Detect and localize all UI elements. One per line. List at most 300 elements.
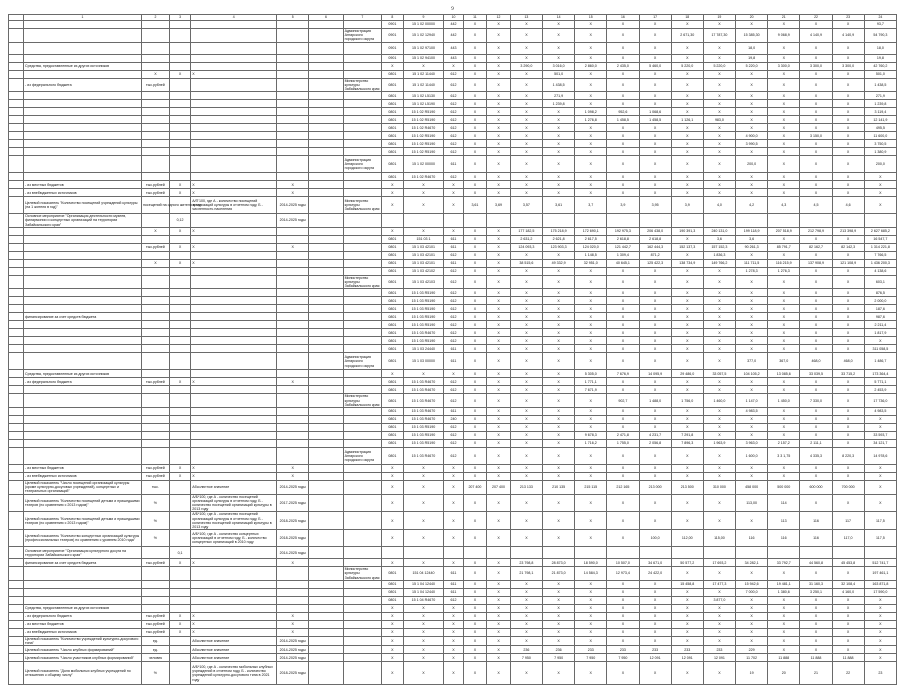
table-cell: X — [543, 275, 575, 289]
table-cell: X — [671, 321, 703, 329]
table-cell: X — [800, 408, 832, 416]
table-cell — [277, 596, 309, 604]
table-cell: 15 1 03 R5190 — [403, 440, 444, 448]
table-row — [9, 473, 897, 481]
table-cell: 207 518,9 — [768, 227, 800, 235]
table-cell: X — [487, 448, 511, 465]
table-cell — [309, 124, 343, 132]
table-cell: X — [463, 305, 487, 313]
table-cell: 33 057,5 — [703, 370, 735, 378]
row-number-cell — [9, 588, 24, 596]
table-cell: 116 — [800, 530, 832, 547]
table-cell: 33 715,2 — [832, 370, 864, 378]
table-cell — [169, 329, 190, 337]
table-cell: % — [141, 494, 169, 512]
table-cell: X — [671, 473, 703, 481]
row-number-cell — [9, 54, 24, 62]
table-cell: 173 364,4 — [864, 370, 896, 378]
table-cell: 233 — [639, 646, 671, 654]
table-cell: 13 085,6 — [768, 370, 800, 378]
table-cell: 1 276,3 — [768, 267, 800, 275]
table-cell: X — [639, 612, 671, 620]
table-cell — [343, 580, 382, 588]
table-cell — [191, 21, 277, 29]
table-cell: 612 — [444, 116, 463, 124]
table-cell: А/Б*100, где А - количество мобильных клубных учреждений в отчетном году, Б - количество учреждений культурно-досугового типа в 2021 году — [191, 662, 277, 685]
table-cell: X — [768, 636, 800, 645]
table-cell: X — [736, 148, 768, 156]
table-cell: 2 618,8 — [639, 235, 671, 243]
table-cell: X — [671, 596, 703, 604]
table-cell: X — [607, 124, 639, 132]
table-cell: 3,57 — [510, 197, 542, 214]
table-cell: тыс.рублей — [141, 378, 169, 386]
table-cell — [191, 62, 277, 70]
table-cell: X — [607, 512, 639, 530]
table-cell: 24 422,0 — [639, 567, 671, 581]
table-cell: X — [864, 424, 896, 432]
table-cell — [343, 54, 382, 62]
table-cell: X — [487, 267, 511, 275]
table-cell: X — [463, 386, 487, 394]
table-cell: 0801 — [382, 321, 403, 329]
table-cell — [191, 235, 277, 243]
row-number-cell — [9, 378, 24, 386]
table-cell: X — [703, 604, 735, 612]
table-cell: 15 1 03 R4670 — [403, 408, 444, 416]
table-cell: 124 093,3 — [510, 243, 542, 251]
table-cell: X — [864, 604, 896, 612]
table-cell: 876,5 — [864, 289, 896, 297]
table-cell: X — [575, 580, 607, 588]
table-cell: X — [768, 408, 800, 416]
table-cell — [343, 559, 382, 567]
table-row — [9, 313, 897, 321]
table-cell: 125 422,3 — [639, 259, 671, 267]
table-cell: 40 645,1 — [607, 259, 639, 267]
table-cell: X — [510, 313, 542, 321]
table-cell: X — [510, 92, 542, 100]
table-cell — [463, 214, 487, 228]
table-cell — [343, 267, 382, 275]
table-cell: 15 1 02 L5190 — [403, 100, 444, 108]
table-cell: X — [575, 267, 607, 275]
table-cell: 0801 — [382, 132, 403, 140]
table-cell — [141, 267, 169, 275]
table-cell: 612 — [444, 329, 463, 337]
table-cell — [141, 251, 169, 259]
table-cell: 15 1 03 R5190 — [403, 297, 444, 305]
table-cell: X — [639, 305, 671, 313]
table-cell: 1 450,0 — [768, 394, 800, 408]
table-cell — [277, 567, 309, 581]
table-cell — [191, 267, 277, 275]
table-row — [9, 140, 897, 148]
table-cell: X — [703, 132, 735, 140]
table-cell: X — [639, 267, 671, 275]
table-cell: X — [543, 662, 575, 685]
table-cell: X — [575, 148, 607, 156]
table-cell — [169, 173, 190, 181]
table-cell: X — [607, 148, 639, 156]
table-cell: X — [575, 92, 607, 100]
table-cell: X — [639, 156, 671, 173]
table-cell — [343, 329, 382, 337]
table-cell — [24, 567, 142, 581]
table-cell — [141, 235, 169, 243]
table-cell: X — [800, 275, 832, 289]
table-cell: X — [703, 567, 735, 581]
table-cell: 104 105,2 — [736, 370, 768, 378]
table-cell: X — [575, 132, 607, 140]
table-cell: 2014-2025 годы — [277, 197, 309, 214]
table-cell: 4 983,5 — [864, 408, 896, 416]
table-cell: X — [800, 636, 832, 645]
table-cell — [277, 305, 309, 313]
table-cell: X — [607, 530, 639, 547]
table-cell: 612 — [444, 424, 463, 432]
table-cell: X — [800, 646, 832, 654]
table-cell: 9 678,3 — [575, 432, 607, 440]
table-cell: 197 461,1 — [864, 567, 896, 581]
table-cell — [141, 116, 169, 124]
table-cell: 85 791,7 — [768, 243, 800, 251]
table-cell: - из внебюджетных источников — [24, 628, 142, 636]
table-cell — [169, 424, 190, 432]
table-cell — [141, 297, 169, 305]
table-cell: 19,8 — [864, 54, 896, 62]
table-cell: Средства, предоставленные из других источников — [24, 370, 142, 378]
table-cell: X — [543, 588, 575, 596]
table-cell: X — [510, 416, 542, 424]
table-cell: X — [510, 329, 542, 337]
table-cell — [309, 140, 343, 148]
table-cell: X — [639, 297, 671, 305]
table-cell — [309, 29, 343, 43]
table-cell: тыс.рублей — [141, 473, 169, 481]
row-number-cell — [9, 481, 24, 495]
table-cell: 2 471,8 — [607, 432, 639, 440]
table-cell: X — [800, 267, 832, 275]
table-cell: 501,0 — [543, 70, 575, 78]
column-number: 6 — [309, 15, 343, 21]
table-cell: 2 621,8 — [543, 235, 575, 243]
table-cell: X — [800, 329, 832, 337]
table-cell: 15 942,6 — [736, 580, 768, 588]
table-cell: 0801 — [382, 408, 403, 416]
table-cell: X — [703, 173, 735, 181]
table-cell: X — [510, 612, 542, 620]
table-cell: тыс.рублей — [141, 612, 169, 620]
table-cell: X — [463, 54, 487, 62]
table-cell: 14 978,6 — [864, 448, 896, 465]
table-cell — [309, 214, 343, 228]
table-cell: X — [832, 620, 864, 628]
table-cell — [141, 329, 169, 337]
table-cell: X — [607, 92, 639, 100]
table-cell — [487, 547, 511, 559]
table-cell: 0801 — [382, 297, 403, 305]
table-cell: 611 — [444, 567, 463, 581]
row-number-cell — [9, 494, 24, 512]
table-cell — [141, 42, 169, 54]
table-cell — [24, 235, 142, 243]
table-cell: 23 798,8 — [510, 559, 542, 567]
table-cell: Администрация Ангарского городского округа — [343, 29, 382, 43]
table-cell: X — [403, 612, 444, 620]
table-cell: 987,6 — [864, 313, 896, 321]
column-number: 8 — [382, 15, 403, 21]
table-cell: X — [487, 530, 511, 547]
table-cell: 15 1 03 R5190 — [403, 313, 444, 321]
table-cell: X — [703, 54, 735, 62]
table-cell: X — [832, 596, 864, 604]
table-cell — [309, 353, 343, 370]
table-row — [9, 481, 897, 495]
table-cell: X — [864, 189, 896, 197]
table-cell: X — [487, 313, 511, 321]
table-cell: X — [543, 156, 575, 173]
table-cell: X — [403, 197, 444, 214]
table-cell: X — [671, 424, 703, 432]
table-cell: X — [575, 588, 607, 596]
table-cell: X — [607, 100, 639, 108]
table-cell: X — [575, 394, 607, 408]
table-cell: X — [736, 275, 768, 289]
table-cell: X — [607, 173, 639, 181]
table-cell — [141, 337, 169, 345]
table-cell: X — [703, 620, 735, 628]
table-cell: X — [543, 408, 575, 416]
table-cell — [24, 345, 142, 353]
table-cell: X — [510, 189, 542, 197]
table-cell: Администрация Ангарского городского округа — [343, 353, 382, 370]
table-cell: 15 1 03 00000 — [403, 353, 444, 370]
table-cell — [382, 547, 403, 559]
table-cell — [343, 345, 382, 353]
table-cell: X — [510, 386, 542, 394]
table-cell: 0801 — [382, 259, 403, 267]
table-cell: X — [382, 481, 403, 495]
row-number-cell — [9, 289, 24, 297]
table-cell: 187,6 — [864, 305, 896, 313]
table-cell: X — [543, 189, 575, 197]
table-cell: 29 486,0 — [671, 370, 703, 378]
table-cell — [343, 620, 382, 628]
table-cell: 612 — [444, 394, 463, 408]
table-cell: X — [487, 275, 511, 289]
table-cell: X — [768, 189, 800, 197]
table-cell — [191, 408, 277, 416]
table-cell: 121 108,9 — [832, 259, 864, 267]
table-cell: X — [768, 612, 800, 620]
table-cell: 2 157,2 — [768, 440, 800, 448]
table-cell: X — [463, 275, 487, 289]
table-cell: 0801 — [382, 448, 403, 465]
table-cell: X — [800, 612, 832, 620]
table-cell: 612 — [444, 448, 463, 465]
table-cell: X — [191, 189, 277, 197]
table-cell — [309, 259, 343, 267]
table-cell: X — [487, 181, 511, 189]
table-cell: X — [575, 100, 607, 108]
table-cell: X — [736, 473, 768, 481]
table-cell: 5 305,0 — [575, 370, 607, 378]
table-cell: 442 — [444, 21, 463, 29]
table-cell: X — [444, 620, 463, 628]
table-cell: X — [703, 628, 735, 636]
table-cell: 5 220,0 — [703, 62, 735, 70]
row-number-cell — [9, 408, 24, 416]
table-cell: X — [463, 297, 487, 305]
table-cell: X — [382, 604, 403, 612]
table-cell — [277, 408, 309, 416]
table-cell: X — [487, 567, 511, 581]
table-cell: X — [736, 567, 768, 581]
table-cell: X — [510, 251, 542, 259]
table-cell: тыс.рублей — [141, 465, 169, 473]
table-cell: 1 817,9 — [864, 329, 896, 337]
table-cell: X — [543, 173, 575, 181]
table-cell: 175 218,9 — [543, 227, 575, 235]
table-cell: - из местных бюджетов — [24, 465, 142, 473]
table-row — [9, 189, 897, 197]
table-cell — [639, 547, 671, 559]
table-cell: X — [543, 394, 575, 408]
table-cell: X — [607, 42, 639, 54]
table-cell: 612 — [444, 378, 463, 386]
table-cell — [607, 547, 639, 559]
table-cell — [309, 345, 343, 353]
table-cell: X — [487, 494, 511, 512]
table-cell: X — [575, 78, 607, 92]
table-cell — [24, 416, 142, 424]
table-cell: X — [403, 620, 444, 628]
table-cell — [343, 424, 382, 432]
table-cell: X — [575, 305, 607, 313]
table-cell — [191, 394, 277, 408]
table-cell: X — [191, 181, 277, 189]
table-cell: 236 — [543, 646, 575, 654]
table-cell: X — [832, 124, 864, 132]
table-cell: X — [671, 512, 703, 530]
table-cell: 11 888 — [768, 654, 800, 662]
table-cell: X — [768, 424, 800, 432]
table-cell: X — [703, 416, 735, 424]
table-cell — [141, 305, 169, 313]
table-cell — [382, 214, 403, 228]
table-cell: X — [463, 181, 487, 189]
table-cell — [24, 386, 142, 394]
row-number-cell — [9, 662, 24, 685]
table-cell: X — [671, 21, 703, 29]
table-cell — [309, 378, 343, 386]
table-cell — [24, 29, 142, 43]
table-cell — [277, 337, 309, 345]
table-cell — [309, 116, 343, 124]
table-cell: 1 600,0 — [736, 448, 768, 465]
table-cell: X — [639, 289, 671, 297]
table-cell: 3 300,0 — [800, 62, 832, 70]
table-cell: X — [800, 465, 832, 473]
table-cell: 11 888 — [800, 654, 832, 662]
table-cell: 38 515,6 — [510, 259, 542, 267]
row-number-cell — [9, 92, 24, 100]
table-cell: X — [575, 416, 607, 424]
table-cell: X — [487, 100, 511, 108]
table-cell: X — [671, 305, 703, 313]
table-cell: 902,7 — [607, 394, 639, 408]
table-cell: X — [487, 596, 511, 604]
table-cell: 15 1 02 11440 — [403, 70, 444, 78]
table-cell: 2 111,1 — [800, 440, 832, 448]
table-cell: 1 309,4 — [607, 251, 639, 259]
table-cell: X — [463, 394, 487, 408]
table-cell: 612 — [444, 305, 463, 313]
table-cell — [343, 473, 382, 481]
table-cell — [169, 408, 190, 416]
table-cell: X — [487, 78, 511, 92]
table-cell: 3 750,5 — [864, 140, 896, 148]
row-number-cell — [9, 512, 24, 530]
table-cell — [343, 636, 382, 645]
table-cell: X — [832, 235, 864, 243]
table-cell: X — [575, 329, 607, 337]
table-cell: 4,6 — [832, 197, 864, 214]
table-cell: X — [575, 494, 607, 512]
table-cell — [343, 70, 382, 78]
table-cell: X — [575, 596, 607, 604]
table-cell — [24, 92, 142, 100]
table-cell: X — [768, 620, 800, 628]
table-cell — [277, 329, 309, 337]
table-cell: X — [864, 636, 896, 645]
table-cell — [309, 21, 343, 29]
column-number: 21 — [768, 15, 800, 21]
table-cell: X — [575, 448, 607, 465]
table-cell — [191, 156, 277, 173]
table-cell: X — [487, 662, 511, 685]
table-cell: X — [671, 70, 703, 78]
table-cell — [309, 408, 343, 416]
table-cell: X — [575, 189, 607, 197]
table-cell: X — [832, 567, 864, 581]
table-cell: 207 400 — [463, 481, 487, 495]
table-cell: X — [703, 275, 735, 289]
table-cell: X — [864, 494, 896, 512]
table-cell: X — [768, 329, 800, 337]
table-cell: X — [487, 297, 511, 305]
table-cell — [24, 596, 142, 604]
table-cell: X — [575, 512, 607, 530]
table-cell: 114 — [768, 494, 800, 512]
table-cell: 15 1 03 R4670 — [403, 378, 444, 386]
table-cell: X — [487, 305, 511, 313]
table-cell: X — [191, 243, 277, 251]
table-cell — [343, 378, 382, 386]
table-cell: 2014-2025 годы — [277, 654, 309, 662]
table-cell: 14 584,3 — [575, 567, 607, 581]
table-cell: X — [703, 267, 735, 275]
table-cell: X — [463, 70, 487, 78]
table-cell: 112,00 — [671, 530, 703, 547]
table-cell: X — [607, 78, 639, 92]
table-cell: X — [736, 181, 768, 189]
table-cell: X — [607, 386, 639, 394]
table-row — [9, 432, 897, 440]
table-cell: 0801 — [382, 267, 403, 275]
table-row — [9, 70, 897, 78]
